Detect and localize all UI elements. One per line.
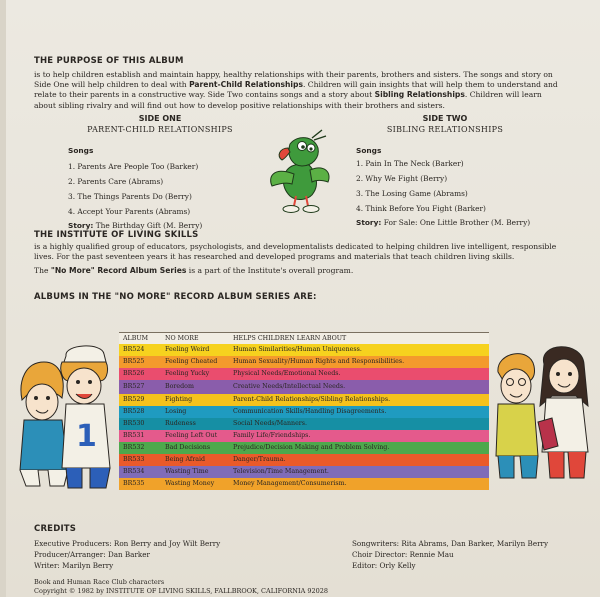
learn-about: Television/Time Management.: [233, 468, 329, 475]
institute-series-pre: The: [34, 266, 49, 275]
no-more-title: Feeling Left Out: [165, 432, 218, 439]
album-code: BR534: [123, 468, 145, 475]
albums-table-body: [119, 344, 489, 490]
purpose-text-part2: . Children will gain insights that will help them to understand and relate to their parents in a constructive way. Side Two contains songs and a story about: [34, 80, 558, 100]
album-code: BR526: [123, 370, 145, 377]
album-code: BR533: [123, 456, 145, 463]
side-one-song-2: 2. Parents Care (Abrams): [68, 177, 164, 186]
side-two-story-label: Story:: [356, 218, 382, 227]
side-one-song-4: 4. Accept Your Parents (Abrams): [68, 207, 191, 216]
no-more-title: Feeling Cheated: [165, 358, 218, 365]
table-row: [119, 466, 489, 478]
no-more-title: Wasting Time: [165, 468, 209, 475]
album-code: BR530: [123, 420, 145, 427]
no-more-title: Bad Decisions: [165, 444, 211, 451]
side-one-subtitle: PARENT-CHILD RELATIONSHIPS: [87, 125, 233, 134]
no-more-title: Feeling Yucky: [165, 370, 210, 377]
side-one-song-3: 3. The Things Parents Do (Berry): [68, 192, 192, 201]
table-row: [119, 406, 489, 418]
learn-about: Human Similarities/Human Uniqueness.: [233, 346, 362, 353]
side-two-song-4: 4. Think Before You Fight (Barker): [356, 204, 486, 213]
album-code: BR527: [123, 383, 145, 390]
album-code: BR525: [123, 358, 145, 365]
no-more-title: Rudeness: [165, 420, 196, 427]
table-row: [119, 394, 489, 406]
learn-about: Family Life/Friendships.: [233, 432, 311, 439]
svg-text:1: 1: [76, 419, 97, 454]
purpose-text-part1: is to help children establish and maintain happy, healthy relationships with their parents, brothers and sisters. The songs and story on Side One will help children to deal with: [34, 70, 553, 90]
albums-table-header: [119, 332, 489, 344]
table-row: [119, 454, 489, 466]
albums-heading: ALBUMS IN THE "NO MORE" RECORD ALBUM SERIES ARE:: [34, 292, 317, 302]
learn-about: Communication Skills/Handling Disagreements.: [233, 408, 387, 415]
parrot-illustration: [262, 126, 352, 216]
side-one-songs-label: Songs: [68, 146, 94, 155]
table-row: [119, 442, 489, 454]
kids-illustration-left: [14, 340, 118, 490]
learn-about: Human Sexuality/Human Rights and Responsibilities.: [233, 358, 405, 365]
cover-edge: [0, 0, 6, 597]
no-more-title: Wasting Money: [165, 480, 215, 487]
learn-about: Social Needs/Manners.: [233, 420, 308, 427]
side-two-story: [356, 218, 530, 227]
side-one-story-label: Story:: [68, 221, 94, 230]
album-code: BR529: [123, 396, 145, 403]
album-code: BR531: [123, 432, 145, 439]
learn-about: Physical Needs/Emotional Needs.: [233, 370, 341, 377]
characters-note: Book and Human Race Club characters: [34, 578, 165, 586]
learn-about: Parent-Child Relationships/Sibling Relationships.: [233, 396, 391, 403]
no-more-title: Boredom: [165, 383, 194, 390]
table-row: [119, 430, 489, 442]
side-two-song-3: 3. The Losing Game (Abrams): [356, 189, 468, 198]
learn-about: Creative Needs/Intellectual Needs.: [233, 383, 346, 390]
learn-about: Prejudice/Decision Making and Problem Solving.: [233, 444, 390, 451]
credit-writer: Writer: Marilyn Berry: [34, 561, 114, 570]
purpose-text-bold1: Parent-Child Relationships: [189, 80, 303, 90]
purpose-text-part3: . Children will learn about sibling rivalry and will find out how to develop positive relationships with their brothers and sisters.: [34, 90, 542, 110]
institute-series-note: [34, 266, 564, 276]
purpose-heading: THE PURPOSE OF THIS ALBUM: [34, 56, 184, 66]
no-more-title: Losing: [165, 408, 187, 415]
column-header-album: ALBUM: [123, 335, 149, 342]
table-row: [119, 344, 489, 356]
credit-executive-producers: Executive Producers: Ron Berry and Joy Wilt Berry: [34, 539, 221, 548]
side-one-song-1: 1. Parents Are People Too (Barker): [68, 162, 199, 171]
column-header-learn: HELPS CHILDREN LEARN ABOUT: [233, 335, 347, 342]
institute-series-post: is a part of the Institute's overall program.: [188, 266, 354, 275]
purpose-text: [34, 70, 564, 111]
table-row: [119, 356, 489, 368]
side-two-song-2: 2. Why We Fight (Berry): [356, 174, 448, 183]
no-more-title: Being Afraid: [165, 456, 206, 463]
side-one-title: SIDE ONE: [138, 114, 182, 123]
side-one-story-title: The Birthday Gift (M. Berry): [95, 221, 203, 230]
credit-editor: Editor: Orly Kelly: [352, 561, 416, 570]
learn-about: Danger/Trauma.: [233, 456, 286, 463]
column-header-no-more: NO MORE: [165, 335, 199, 342]
side-two-subtitle: SIBLING RELATIONSHIPS: [386, 125, 504, 134]
table-row: [119, 380, 489, 394]
side-two-title: SIDE TWO: [422, 114, 468, 123]
album-code: BR528: [123, 408, 145, 415]
credits-heading: CREDITS: [34, 524, 77, 534]
side-two-song-1: 1. Pain In The Neck (Barker): [356, 159, 464, 168]
learn-about: Money Management/Consumerism.: [233, 480, 347, 487]
side-two-songs-label: Songs: [356, 146, 382, 155]
credit-choir-director: Choir Director: Rennie Mau: [352, 550, 454, 559]
album-code: BR524: [123, 346, 145, 353]
institute-series-name: "No More" Record Album Series: [50, 266, 187, 275]
no-more-title: Fighting: [165, 396, 193, 403]
album-code: BR535: [123, 480, 145, 487]
table-row: [119, 418, 489, 430]
kids-illustration-right: [492, 336, 596, 486]
table-row: [119, 478, 489, 490]
institute-text: is a highly qualified group of educators, psychologists, and developmentalists dedicated to helping children live intelligent, responsible lives. For the past seventeen years it has researched and developed programs and materials that teach children living skills.: [34, 242, 557, 262]
side-one-story: [68, 221, 202, 230]
credit-songwriters: Songwriters: Rita Abrams, Dan Barker, Marilyn Berry: [352, 539, 549, 548]
side-two-story-title: For Sale: One Little Brother (M. Berry): [383, 218, 531, 227]
institute-heading: THE INSTITUTE OF LIVING SKILLS: [34, 230, 199, 240]
album-code: BR532: [123, 444, 145, 451]
albums-table: [119, 332, 489, 490]
table-row: [119, 368, 489, 380]
copyright-notice: Copyright © 1982 by INSTITUTE OF LIVING SKILLS, FALLBROOK, CALIFORNIA 92028: [34, 587, 329, 595]
credit-producer-arranger: Producer/Arranger: Dan Barker: [34, 550, 150, 559]
purpose-text-bold2: Sibling Relationships: [374, 90, 465, 100]
no-more-title: Feeling Weird: [165, 346, 210, 353]
